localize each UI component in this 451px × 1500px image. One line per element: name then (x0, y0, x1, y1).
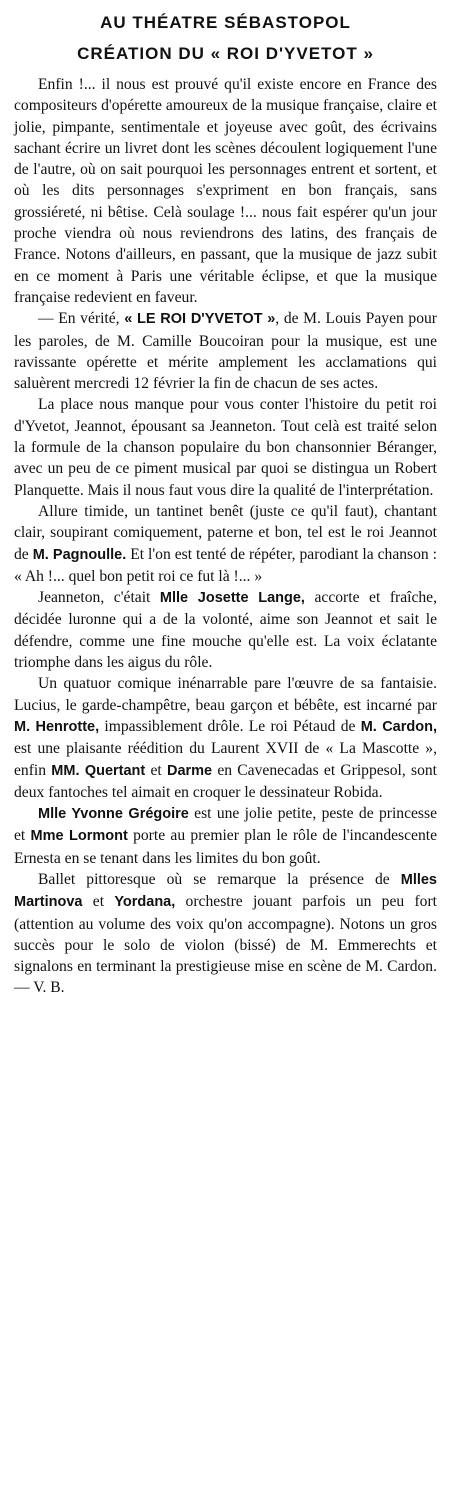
performer-name: M. Henrotte, (14, 718, 100, 735)
page-subtitle: CRÉATION DU « ROI D'YVETOT » (77, 44, 374, 63)
paragraph-text: accorte et fraîche, décidée luronne qui a de la volonté, aime son Jeannot et sait le défendre, comme une fine mouche qu'elle est. La voix éclatante triomphe dans les aigus du rôle. (14, 589, 438, 672)
article-body (14, 74, 437, 999)
performer-name: Yordana, (114, 894, 176, 911)
paragraph-quartet (14, 673, 437, 803)
play-title-ref: « LE ROI D'YVETOT » (124, 311, 276, 328)
paragraph-text: La place nous manque pour vous conter l'histoire du petit roi d'Yvetot, Jeannot, épousant sa Jeanneton. Tout celà est traité selon la formule de la chanson populaire du bon chansonnier Béranger, avec un peu de ce piment musical par quoi se distingua un Robert Planquette. Mais il nous faut vous dire la qualité de l'interprétation. (14, 396, 437, 499)
paragraph-text: en Cavenecadas et Grippesol, sont deux fantoches tel aimait en croquer le dessinateur Robida. (14, 761, 437, 801)
paragraph-text: porte au premier plan le rôle de l'incandescente Ernesta en se tenant dans les limites du bon goût. (14, 827, 437, 867)
paragraph-text: — En vérité, (38, 310, 125, 328)
paragraph-pagnoulle (14, 501, 437, 587)
paragraph-ballet (14, 869, 437, 999)
paragraph-text: Et l'on est tenté de répéter, parodiant la chanson : « Ah !... quel bon petit roi ce fut là !... » (14, 545, 437, 585)
paragraph-gregoire (14, 803, 437, 869)
paragraph-lange (14, 587, 437, 673)
paragraph-text: Un quatuor comique inénarrable pare l'œuvre de sa fantaisie. Lucius, le garde-champêtre, beau garçon et bébête, est incarné par (14, 675, 437, 714)
performer-name: M. Cardon, (360, 718, 437, 735)
paragraph-text: impassiblement drôle. Le roi Pétaud de (99, 717, 361, 735)
paragraph-text: Enfin !... il nous est prouvé qu'il existe encore en France des compositeurs d'opérette amoureux de la musique française, claire et jolie, pimpante, sentimentale et joyeuse avec goût, des écrivains sachant écrire un livret dont les scènes découlent logiquement l'une de l'autre, où on sait pourquoi les personnages entrent et sortent, et où les dits personnages s'expriment en bon français, sans grossiéreté, ni bêtise. Celà soulage !... nous fait espérer qu'un jour proche viendra où nous reviendrons des latins, des français de France. Notons d'ailleurs, en passant, que la musique de jazz subit en ce moment à Paris une véritable éclipse, et que la musique française redevient en faveur. (14, 76, 437, 306)
performer-name: Mlles Martinova (14, 871, 437, 911)
page-title: AU THÉATRE SÉBASTOPOL (100, 13, 351, 32)
paragraph-text: Jeanneton, c'était (38, 589, 160, 607)
paragraph-verdict (14, 308, 437, 394)
paragraph-text: Allure timide, un tantinet benêt (juste ce qu'il faut), chantant clair, soupirant comiquement, paterne et bon, tel est le roi Jeannot de (14, 502, 437, 563)
paragraph-text: est une plaisante réédition du Laurent XVII de « La Mascotte », enfin (14, 740, 437, 779)
paragraph-text: Ballet pittoresque où se remarque la présence de (38, 870, 401, 888)
performer-name: Darme (166, 762, 213, 779)
paragraph-text: , de M. Louis Payen pour les paroles, de M. Camille Boucoiran pour la musique, est une ravissante opérette et mérite amplement les acclamations qui saluèrent mercredi 12 février la fin de chacun de ses actes. (14, 310, 437, 393)
paragraph-text: et (145, 761, 167, 779)
performer-name: Mme Lormont (30, 828, 128, 845)
performer-name: Mlle Josette Lange, (159, 590, 305, 607)
performer-name: M. Pagnoulle. (32, 546, 127, 563)
paragraph-text: et (82, 893, 115, 911)
performer-name: MM. Quertant (51, 762, 146, 779)
paragraph-intro (14, 74, 437, 308)
paragraph-text: est une jolie petite, peste de princesse et (14, 805, 437, 845)
paragraph-text: orchestre jouant parfois un peu fort (attention au volume des voix qu'on accompagne). Notons un gros succès pour le solo de violon (bissé) de M. Emmerechts et signalons en terminant la prestigieuse mise en scène de M. Cardon. — V. B. (14, 893, 437, 997)
performer-name: Mlle Yvonne Grégoire (38, 806, 189, 823)
paragraph-story (14, 394, 437, 500)
